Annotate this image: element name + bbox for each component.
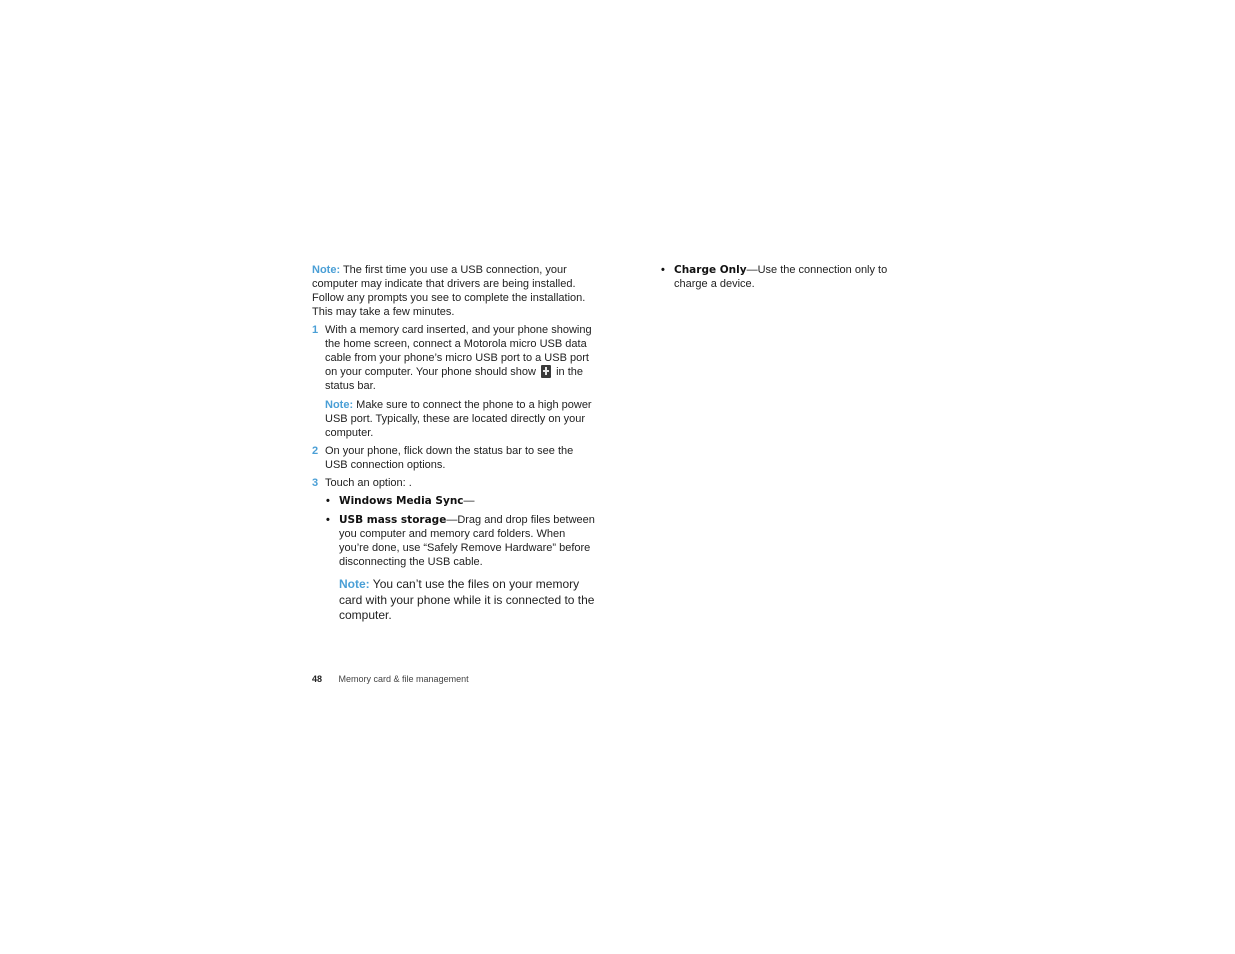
step-1-text bbox=[325, 323, 597, 393]
page-number: 48 bbox=[312, 674, 323, 684]
option-desc: —Drag and drop files between you computer and memory card folders. When you’re done, use “Safely Remove Hardware” before disconnecting the USB cable. bbox=[339, 514, 595, 568]
option-term: USB mass storage bbox=[339, 514, 447, 526]
page-footer bbox=[312, 673, 469, 685]
option-desc: —Use the connection only to charge a device. bbox=[674, 264, 888, 290]
bullet-icon: • bbox=[326, 514, 330, 526]
step-3-text: Touch an option: . bbox=[325, 477, 412, 489]
step-number: 3 bbox=[312, 477, 319, 489]
right-option-list bbox=[660, 263, 910, 291]
step-3 bbox=[312, 476, 597, 490]
note-label: Note: bbox=[325, 399, 354, 411]
section-title: Memory card & file management bbox=[338, 674, 469, 684]
step-1-note bbox=[325, 398, 597, 440]
left-column bbox=[312, 263, 597, 624]
option-list bbox=[325, 494, 597, 569]
option-term: Windows Media Sync bbox=[339, 495, 464, 507]
step-number: 1 bbox=[312, 324, 319, 336]
right-column bbox=[660, 263, 910, 296]
step-1 bbox=[312, 323, 597, 440]
step-2 bbox=[312, 444, 597, 472]
options-note-text: You can’t use the files on your memory card with your phone while it is connected to the computer. bbox=[339, 577, 595, 622]
options-note bbox=[339, 577, 597, 624]
step-1-note-text: Make sure to connect the phone to a high power USB port. Typically, these are located directly on your computer. bbox=[325, 399, 592, 439]
option-item bbox=[325, 494, 597, 508]
intro-note bbox=[312, 263, 597, 319]
step-number: 2 bbox=[312, 445, 319, 457]
bullet-icon: • bbox=[326, 495, 330, 507]
usb-icon bbox=[541, 365, 551, 378]
option-term: Charge Only bbox=[674, 264, 747, 276]
option-item bbox=[325, 513, 597, 569]
step-1-text-part: With a memory card inserted, and your phone showing the home screen, connect a Motorola micro USB data cable from your phone’s micro USB port to a USB port on your computer. Your phone should show bbox=[325, 324, 592, 378]
intro-note-text: The first time you use a USB connection, your computer may indicate that drivers are being installed. Follow any prompts you see to complete the installation. This may take a few minutes. bbox=[312, 264, 586, 318]
note-label: Note: bbox=[312, 264, 341, 276]
bullet-icon: • bbox=[661, 264, 665, 276]
note-label: Note: bbox=[339, 577, 370, 591]
step-2-text: On your phone, flick down the status bar to see the USB connection options. bbox=[325, 445, 574, 471]
option-item bbox=[660, 263, 910, 291]
option-desc: — bbox=[463, 495, 475, 507]
step-1-text-end: in the status bar. bbox=[325, 366, 584, 392]
